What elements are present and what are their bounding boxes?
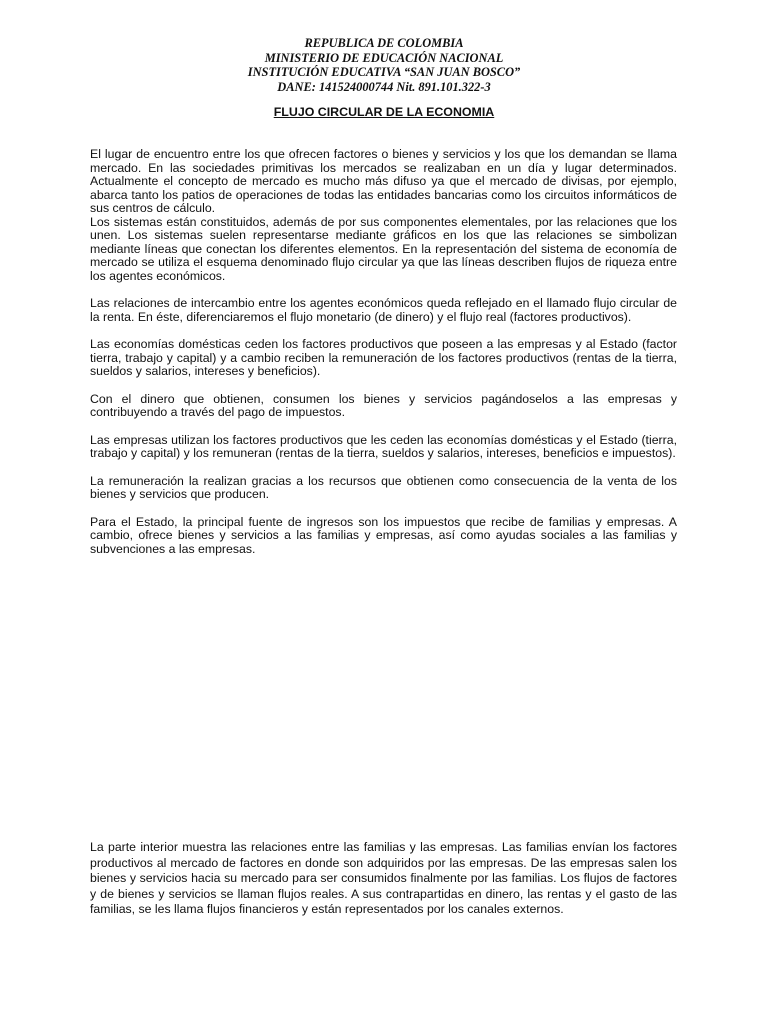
- paragraph-relaciones: Las relaciones de intercambio entre los agentes económicos queda reflejado en el llamado flujo circular de la renta. En éste, diferenciaremos el flujo monetario (de dinero) y el flujo real (factores productivos).: [90, 296, 677, 324]
- paragraph-economias-domesticas: Las economías domésticas ceden los factores productivos que poseen a las empresas y al Estado (factor tierra, trabajo y capital) y a cambio reciben la remuneración de los factores productivos (rentas de la tierra, sueldos y salarios, intereses y beneficios).: [90, 337, 677, 378]
- header-dane-nit: DANE: 141524000744 Nit. 891.101.322-3: [277, 79, 491, 94]
- paragraph-parte-interior: La parte interior muestra las relaciones entre las familias y las empresas. Las familias envían los factores productivos al mercado de factores en donde son adquiridos por las empresas. De las empresas salen los bienes y servicios hacia su mercado para ser consumidos finalmente por las familias. Los flujos de factores y de bienes y servicios se llaman flujos reales. A sus contrapartidas en dinero, las rentas y el gasto de las familias, se les llama flujos financieros y están representados por los canales externos.: [90, 840, 677, 917]
- header-institution: INSTITUCIÓN EDUCATIVA “SAN JUAN BOSCO”: [247, 65, 521, 80]
- paragraph-mercado: El lugar de encuentro entre los que ofrecen factores o bienes y servicios y los que los demandan se llama mercado. En las sociedades primitivas los mercados se realizaban en un día y lugar determinados. Actualmente el concepto de mercado es mucho más difuso ya que el mercado de divisas, por ejemplo, abarca tanto los patios de operaciones de todas las entidades bancarias como los circuitos informáticos de sus centros de cálculo.: [90, 147, 677, 215]
- paragraph-dinero: Con el dinero que obtienen, consumen los bienes y servicios pagándoselos a las empresas y contribuyendo a través del pago de impuestos.: [90, 391, 677, 419]
- paragraph-estado: Para el Estado, la principal fuente de ingresos son los impuestos que recibe de familias y empresas. A cambio, ofrece bienes y servicios a las familias y empresas, así como ayudas sociales a las familias y subvenciones a las empresas.: [90, 514, 677, 556]
- paragraph-remuneracion: La remuneración la realizan gracias a los recursos que obtienen como consecuencia de la venta de los bienes y servicios que producen.: [90, 473, 677, 501]
- bottom-text: [90, 840, 677, 918]
- header-country: REPUBLICA DE COLOMBIA: [304, 36, 464, 50]
- paragraph-sistemas: Los sistemas están constituidos, además de por sus componentes elementales, por las relaciones que los unen. Los sistemas suelen representarse mediante gráficos en los que las relaciones se simbolizan mediante líneas que conectan los diferentes elementos. En la representación del sistema de economía de mercado se utiliza el esquema denominado flujo circular ya que las líneas describen flujos de riqueza entre los agentes económicos.: [90, 214, 677, 283]
- header-ministry: MINISTERIO DE EDUCACIÓN NACIONAL: [264, 50, 504, 65]
- blank-figure-area: [90, 640, 677, 830]
- institution-header: [0, 36, 768, 94]
- document-title: FLUJO CIRCULAR DE LA ECONOMIA: [273, 105, 495, 119]
- body-text: [90, 148, 677, 570]
- paragraph-empresas: Las empresas utilizan los factores productivos que les ceden las economías domésticas y el Estado (tierra, trabajo y capital) y los remuneran (rentas de la tierra, sueldos y salarios, intereses, beneficios e impuestos).: [90, 432, 677, 460]
